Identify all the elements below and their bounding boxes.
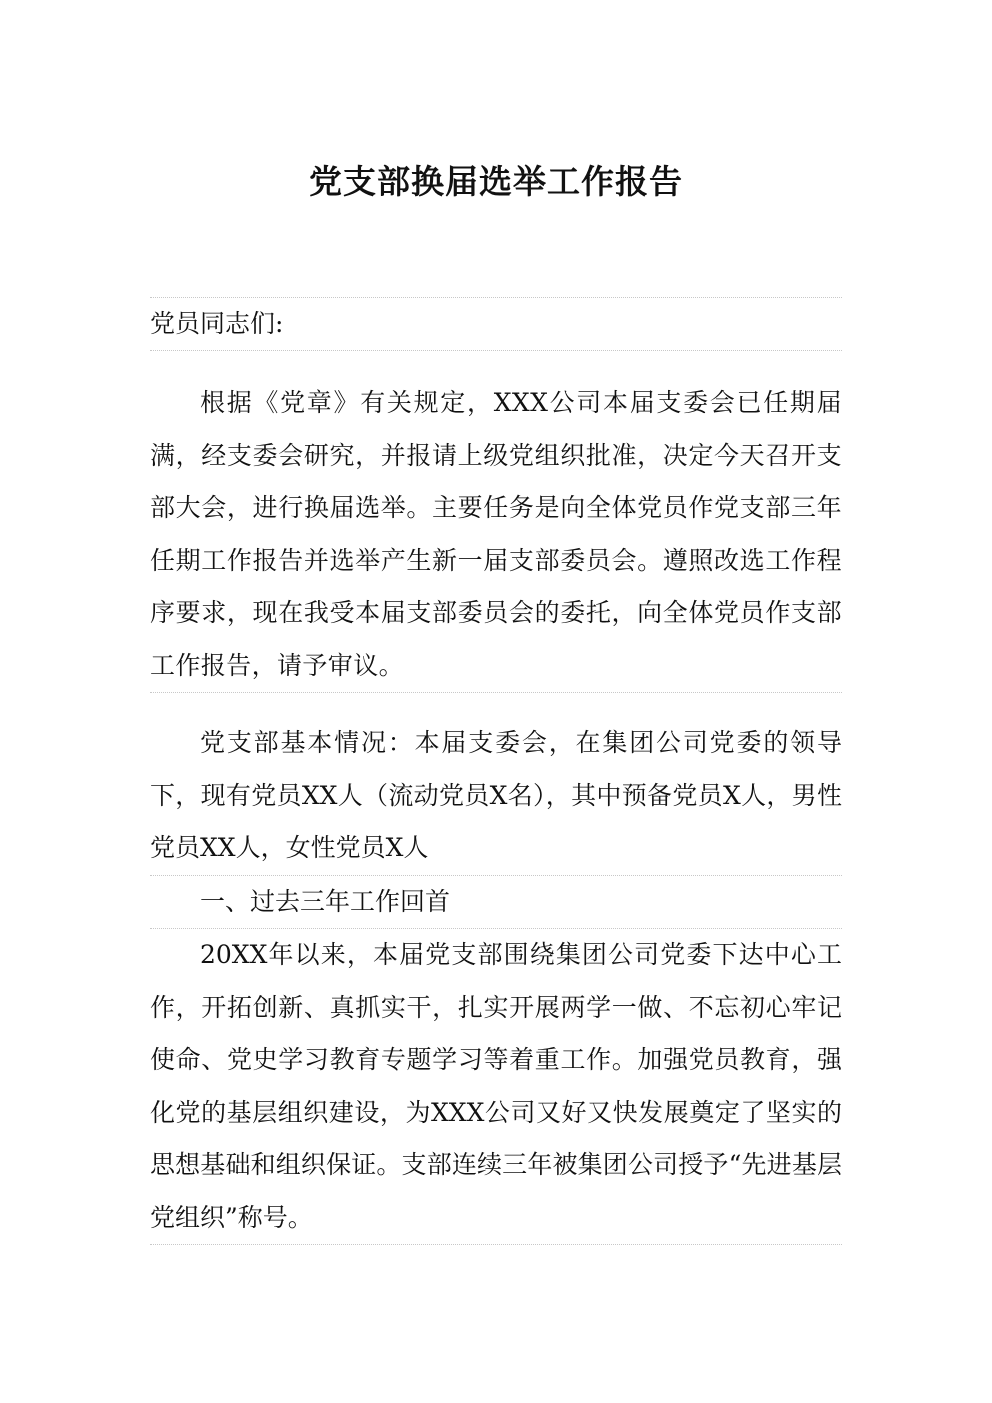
section-heading: 一、过去三年工作回首: [200, 886, 451, 916]
document-title: 党支部换届选举工作报告: [309, 162, 683, 201]
divider: [150, 1244, 842, 1245]
paragraph-basic-info: 党支部基本情况：本届支委会，在集团公司党委的领导下，现有党员XX人（流动党员X名），其中预备党员X人，男性党员XX人，女性党员X人: [150, 728, 842, 862]
document-body: [150, 297, 842, 1245]
paragraph-intro: 根据《党章》有关规定，XXX公司本届支委会已任期届满，经支委会研究，并报请上级党组织批准，决定今天召开支部大会，进行换届选举。主要任务是向全体党员作党支部三年任期工作报告并选举产生新一届支部委员会。遵照改选工作程序要求，现在我受本届支部委员会的委托，向全体党员作支部工作报告，请予审议。: [150, 388, 842, 680]
paragraph-review: 20XX年以来，本届党支部围绕集团公司党委下达中心工作，开拓创新、真抓实干，扎实开展两学一做、不忘初心牢记使命、党史学习教育专题学习等着重工作。加强党员教育，强化党的基层组织建设，为XXX公司又好又快发展奠定了坚实的思想基础和组织保证。支部连续三年被集团公司授予“先进基层党组织”称号。: [150, 940, 842, 1232]
salutation: 党员同志们:: [150, 309, 284, 338]
